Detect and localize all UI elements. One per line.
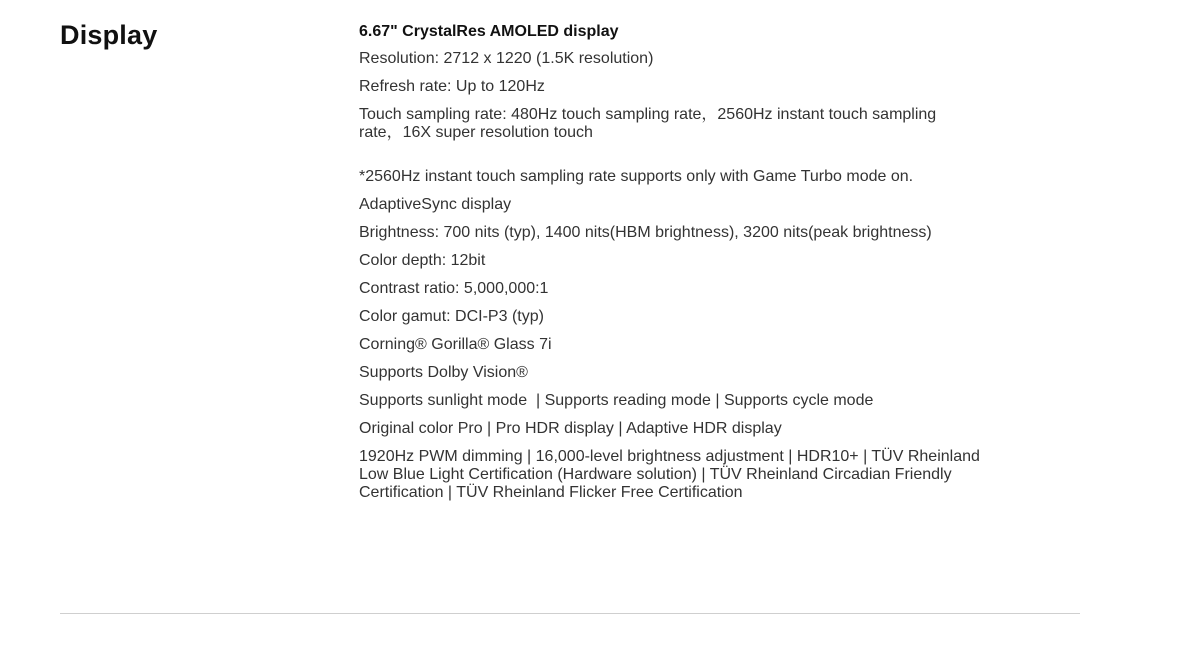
spec-refresh-rate: Refresh rate: Up to 120Hz [359, 78, 545, 95]
section-divider [60, 613, 1080, 614]
spec-adaptive-sync: AdaptiveSync display [359, 196, 512, 213]
spec-color-gamut: Color gamut: DCI-P3 (typ) [359, 308, 544, 325]
spec-list [359, 22, 1059, 512]
spec-certifications: 1920Hz PWM dimming | 16,000-level brightness adjustment | HDR10+ | TÜV Rheinland Low Blue Light Certification (Hardware solution) | TÜV Rheinland Circadian Friendly Certification | TÜV Rheinland Flicker Free Certification [359, 448, 985, 501]
spec-display-modes: Supports sunlight mode | Supports reading mode | Supports cycle mode [359, 392, 874, 409]
spec-heading: 6.67" CrystalRes AMOLED display [359, 23, 619, 40]
spec-hdr: Original color Pro | Pro HDR display | Adaptive HDR display [359, 420, 782, 437]
spec-contrast-ratio: Contrast ratio: 5,000,000:1 [359, 280, 549, 297]
spec-touch-sampling: Touch sampling rate: 480Hz touch sampling rate，2560Hz instant touch sampling rate，16X super resolution touch [359, 106, 941, 141]
spec-brightness: Brightness: 700 nits (typ), 1400 nits(HBM brightness), 3200 nits(peak brightness) [359, 224, 932, 241]
spec-resolution: Resolution: 2712 x 1220 (1.5K resolution) [359, 50, 654, 67]
spec-glass: Corning® Gorilla® Glass 7i [359, 336, 552, 353]
spec-touch-footnote: *2560Hz instant touch sampling rate supports only with Game Turbo mode on. [359, 168, 914, 185]
section-title: Display [60, 20, 158, 50]
spec-color-depth: Color depth: 12bit [359, 252, 486, 269]
spec-dolby-vision: Supports Dolby Vision® [359, 364, 528, 381]
